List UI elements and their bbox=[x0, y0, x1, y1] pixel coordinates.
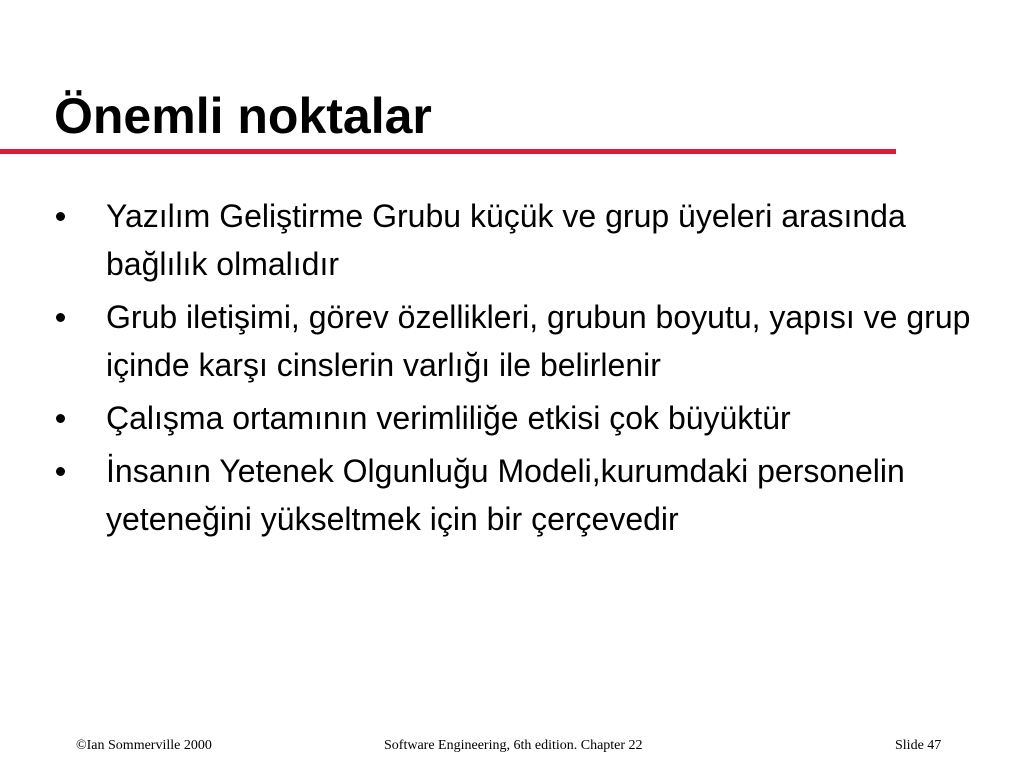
bullet-text: İnsanın Yetenek Olgunluğu Modeli,kurumdaki personelin yeteneğini yükseltmek için bir çerçevedir bbox=[106, 453, 905, 537]
footer-copyright: ©Ian Sommerville 2000 bbox=[76, 738, 212, 753]
bullet-text: Grub iletişimi, görev özellikleri, grubun boyutu, yapısı ve grup içinde karşı cinslerin varlığı ile belirlenir bbox=[106, 299, 971, 383]
title-underline bbox=[0, 149, 896, 154]
bullet-icon bbox=[56, 313, 65, 322]
bullet-icon bbox=[56, 212, 65, 221]
bullet-text: Çalışma ortamının verimliliğe etkisi çok büyüktür bbox=[106, 400, 791, 436]
bullet-item bbox=[54, 447, 984, 543]
slide-title: Önemli noktalar bbox=[54, 88, 432, 144]
bullet-icon bbox=[56, 414, 65, 423]
bullet-text: Yazılım Geliştirme Grubu küçük ve grup üyeleri arasında bağlılık olmalıdır bbox=[106, 198, 906, 282]
bullet-item bbox=[54, 293, 984, 389]
bullet-item bbox=[54, 394, 984, 442]
bullet-icon bbox=[56, 467, 65, 476]
bullet-item bbox=[54, 192, 984, 288]
footer-book-title: Software Engineering, 6th edition. Chapter 22 bbox=[384, 738, 643, 753]
footer-slide-number: Slide 47 bbox=[895, 738, 942, 753]
bullet-list bbox=[54, 192, 984, 548]
